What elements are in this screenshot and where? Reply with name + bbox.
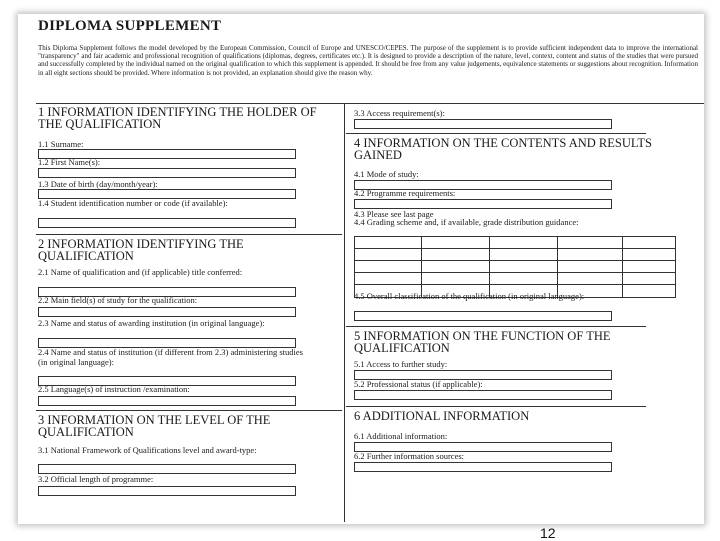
field-4-2-box[interactable] <box>354 199 612 209</box>
field-1-4-label: 1.4 Student identification number or code (if available): <box>38 198 228 208</box>
field-3-3-label: 3.3 Access requirement(s): <box>354 108 445 118</box>
field-4-5-label: 4.5 Overall classification of the qualification (in original language): <box>354 291 585 301</box>
field-3-3-box[interactable] <box>354 119 612 129</box>
section-3-right-rule <box>346 133 646 134</box>
field-5-2-label: 5.2 Professional status (if applicable): <box>354 379 483 389</box>
table-cell <box>623 261 675 273</box>
table-cell <box>623 249 675 261</box>
table-cell <box>355 273 422 285</box>
table-cell <box>490 261 558 273</box>
table-cell <box>422 273 490 285</box>
table-cell <box>558 249 623 261</box>
table-cell <box>355 237 422 249</box>
table-cell <box>422 237 490 249</box>
field-6-2-label: 6.2 Further information sources: <box>354 451 465 461</box>
table-cell <box>623 273 675 285</box>
table-cell <box>490 249 558 261</box>
table-cell <box>558 273 623 285</box>
field-2-3-label: 2.3 Name and status of awarding institution (in original language): <box>38 318 265 328</box>
diploma-supplement-page <box>18 14 704 541</box>
field-2-4-label: 2.4 Name and status of institution (if different from 2.3) administering studies (in original language): <box>38 347 303 367</box>
intro-paragraph: This Diploma Supplement follows the model developed by the European Commission, Council of Europe and UNESCO/CEPES. The purpose of the supplement is to provide sufficient independent data to improve the international "transparency" and fair academic and professional recognition of qualifications (diplomas, degrees, certificates etc.). It is designed to provide a description of the nature, level, context, content and status of the studies that were pursued and successfully completed by the individual named on the original qualification to which this supplement is appended. It should be free from any value judgements, equivalence statements or suggestions about recognition. Information in all eight sections should be provided. Where information is not provided, an explanation should give the reason why. <box>38 44 698 77</box>
section-4-rule <box>346 326 646 327</box>
field-6-1-label: 6.1 Additional information: <box>354 431 448 441</box>
field-2-5-label: 2.5 Language(s) of instruction /examination: <box>38 384 190 394</box>
field-3-1-box[interactable] <box>38 464 296 474</box>
table-cell <box>490 273 558 285</box>
header-rule <box>36 103 704 104</box>
field-2-5-box[interactable] <box>38 396 296 406</box>
field-3-2-box[interactable] <box>38 486 296 496</box>
field-3-1-label: 3.1 National Framework of Qualifications level and award-type: <box>38 445 257 455</box>
field-1-1-label: 1.1 Surname: <box>38 139 84 149</box>
field-4-1-label: 4.1 Mode of study: <box>354 169 419 179</box>
section-1-rule <box>36 234 342 235</box>
section-4-heading: 4 INFORMATION ON THE CONTENTS AND RESULTS GAINED <box>354 136 652 162</box>
field-5-1-label: 5.1 Access to further study: <box>354 359 448 369</box>
page-number: 12 <box>540 525 556 541</box>
field-1-3-label: 1.3 Date of birth (day/month/year): <box>38 179 158 189</box>
field-2-2-box[interactable] <box>38 307 296 317</box>
field-2-1-label: 2.1 Name of qualification and (if applicable) title conferred: <box>38 267 243 277</box>
field-4-3-label: 4.3 Please see last page <box>354 209 434 219</box>
field-4-2-label: 4.2 Programme requirements: <box>354 188 456 198</box>
document-title: DIPLOMA SUPPLEMENT <box>38 18 222 34</box>
field-3-2-label: 3.2 Official length of programme: <box>38 474 154 484</box>
field-4-4-label: 4.4 Grading scheme and, if available, grade distribution guidance: <box>354 217 579 227</box>
column-divider <box>344 104 345 522</box>
field-1-2-box[interactable] <box>38 168 296 178</box>
table-cell <box>558 261 623 273</box>
table-cell <box>558 237 623 249</box>
table-cell <box>422 249 490 261</box>
field-1-4-box[interactable] <box>38 218 296 228</box>
field-5-2-box[interactable] <box>354 390 612 400</box>
table-cell <box>422 261 490 273</box>
field-1-2-label: 1.2 First Name(s): <box>38 157 101 167</box>
table-cell <box>355 249 422 261</box>
section-1-heading: 1 INFORMATION IDENTIFYING THE HOLDER OF THE QUALIFICATION <box>38 105 317 131</box>
field-4-5-box[interactable] <box>354 311 612 321</box>
section-3-heading: 3 INFORMATION ON THE LEVEL OF THE QUALIFICATION <box>38 413 271 439</box>
table-cell <box>355 261 422 273</box>
table-cell <box>623 237 675 249</box>
section-5-rule <box>346 406 646 407</box>
section-2-rule <box>36 410 342 411</box>
table-cell <box>490 237 558 249</box>
field-6-2-box[interactable] <box>354 462 612 472</box>
section-6-heading: 6 ADDITIONAL INFORMATION <box>354 409 530 423</box>
grading-table <box>354 236 676 298</box>
section-2-heading: 2 INFORMATION IDENTIFYING THE QUALIFICATION <box>38 237 244 263</box>
section-5-heading: 5 INFORMATION ON THE FUNCTION OF THE QUALIFICATION <box>354 329 611 355</box>
field-2-2-label: 2.2 Main field(s) of study for the qualification: <box>38 295 198 305</box>
